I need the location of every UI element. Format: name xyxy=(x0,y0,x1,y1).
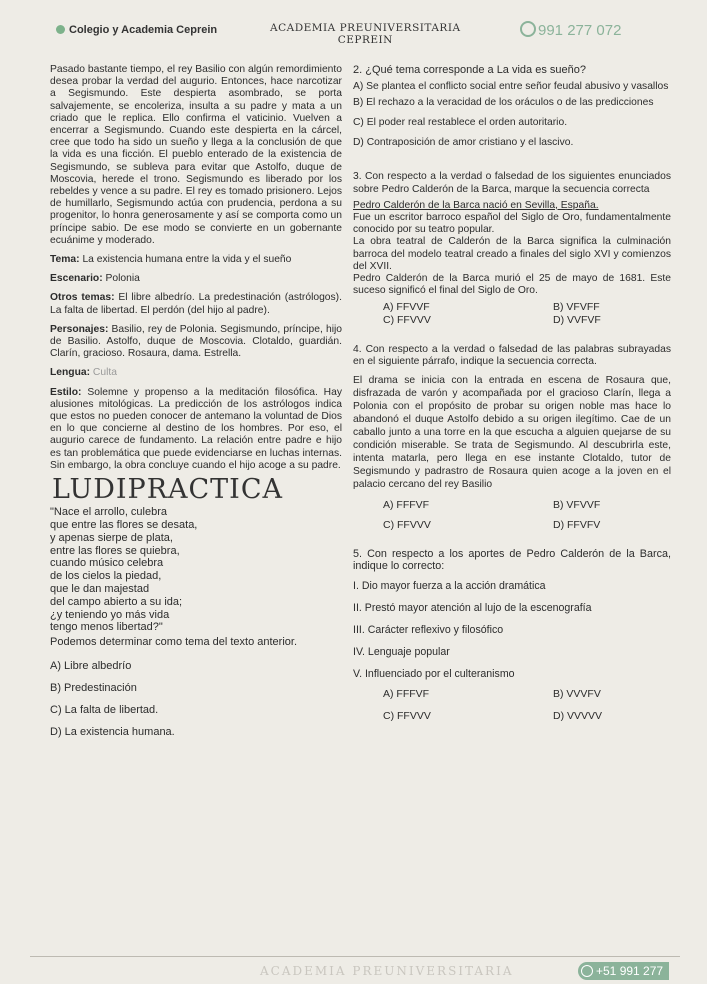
poem-line: entre las flores se quiebra, xyxy=(50,544,180,557)
q5-option-d[interactable]: D) VVVVV xyxy=(553,710,603,723)
q4-option-b[interactable]: B) VFVVF xyxy=(553,499,601,512)
q5-option-c[interactable]: C) FFVVV xyxy=(383,710,431,723)
q1-option-b[interactable]: B) Predestinación xyxy=(50,681,137,694)
q1-option-d[interactable]: D) La existencia humana. xyxy=(50,725,175,738)
q3-option-c[interactable]: C) FFVVV xyxy=(383,313,431,326)
q3-statement-4: Pedro Calderón de la Barca murió el 25 de mayo de 1681. Este suceso significó el final del Siglo de Oro. xyxy=(353,273,671,297)
tema-label: Tema: xyxy=(50,254,80,266)
q3-option-d[interactable]: D) VVFVF xyxy=(553,313,601,326)
q4-option-d[interactable]: D) FFVFV xyxy=(553,519,601,532)
q4-option-a[interactable]: A) FFFVF xyxy=(383,499,430,512)
header-phone xyxy=(520,21,621,39)
poem-line: del campo abierto a su ida; xyxy=(50,595,183,608)
q1-option-c[interactable]: C) La falta de libertad. xyxy=(50,703,159,716)
school-name xyxy=(56,24,217,36)
footer-academy: ACADEMIA PREUNIVERSITARIA xyxy=(260,964,514,978)
q5-item-5: V. Influenciado por el culteranismo xyxy=(353,668,515,681)
otros-label: Otros temas: xyxy=(50,292,115,304)
escenario-label: Escenario: xyxy=(50,273,103,285)
estilo-text: Solemne y propenso a la meditación filosófica. Hay alusiones mitológicas. La predicción de los astrólogos indica que estos no pueden conocer de antemano la voluntad de Dios en lo que concierne al destino de los hombres. Por eso, el augurio carece de fundamento. La relación entre padre e hijo es tan problemática que puede evidenciarse en luchas internas. Sin embargo, la obra concluye cuando el hijo acoge a su padre. xyxy=(50,386,342,471)
academy-title xyxy=(270,22,461,46)
logo-icon xyxy=(56,25,65,34)
estilo-label: Estilo: xyxy=(50,386,82,398)
lengua-text: Culta xyxy=(92,367,117,379)
whatsapp-icon xyxy=(581,965,593,977)
q2-option-c[interactable]: C) El poder real restablece el orden autoritario. xyxy=(353,117,568,128)
q5-item-4: IV. Lenguaje popular xyxy=(353,646,450,659)
q4-stem: 4. Con respecto a la verdad o falsedad de las palabras subrayadas en el siguiente párrafo, indique la secuencia correcta. xyxy=(353,343,671,368)
q5-item-3: III. Carácter reflexivo y filosófico xyxy=(353,624,504,637)
personajes-label: Personajes: xyxy=(50,323,109,335)
q1-option-a[interactable]: A) Libre albedrío xyxy=(50,659,132,672)
right-column xyxy=(353,64,671,722)
poem-line: ¿y teniendo yo más vida xyxy=(50,608,170,621)
tema-text: La existencia humana entre la vida y el sueño xyxy=(82,254,292,266)
poem-line: que entre las flores se desata, xyxy=(50,519,198,532)
q3-statement-1 xyxy=(353,200,671,212)
lengua-line xyxy=(50,367,342,379)
poem-line: cuando músico celebra xyxy=(50,557,164,570)
lengua-label: Lengua: xyxy=(50,367,91,379)
q3-statement-3: La obra teatral de Calderón de la Barca significa la culminación barroca del modelo teatral creado a finales del siglo XVI y comienzos del XVII. xyxy=(353,236,671,272)
q4-options xyxy=(353,499,671,531)
q2-option-a[interactable]: A) Se plantea el conflicto social entre señor feudal abusivo y vasallos xyxy=(353,80,669,92)
q4-paragraph: El drama se inicia con la entrada en escena de Rosaura que, disfrazada de varón y acompañada por el gracioso Clarín, llega a Polonia con el propósito de probar su origen noble mas hace lo abandonó el duque Astolfo debido a su origen ilegítimo. Cae de un caballo junto a una torre en la que escucha a alguien quejarse de su condición miserable. Se trata de Segismundo. Al descubrirla este, intenta matarla, pero llega en ese instante Clotaldo, tutor de Segismundo y padrastro de Rosaura quien acoge a la joven en el palacio cercano del rey Basilio xyxy=(353,375,671,491)
personajes-text: Basilio, rey de Polonia. Segismundo, príncipe, hijo de Basilio. Astolfo, duque de Moscovia. Clotaldo, guardián. Clarín, gracioso. Rosaura, dama. Estrella. xyxy=(50,323,342,360)
footer-divider xyxy=(30,956,680,957)
q3-option-b[interactable]: B) VFVFF xyxy=(553,301,600,314)
left-column xyxy=(50,64,342,743)
escenario-text: Polonia xyxy=(105,273,140,285)
q2-stem: 2. ¿Qué tema corresponde a La vida es sueño? xyxy=(353,64,586,76)
footer-phone xyxy=(578,962,669,980)
tema-line xyxy=(50,254,342,266)
poem-line: tengo menos libertad?" xyxy=(50,621,163,634)
q2-option-d[interactable]: D) Contraposición de amor cristiano y el lascivo. xyxy=(353,137,574,149)
q2-option-b[interactable]: B) El rechazo a la veracidad de los oráculos o de las predicciones xyxy=(353,96,654,108)
page-header xyxy=(0,18,707,54)
poem-line: y apenas sierpe de plata, xyxy=(50,531,173,544)
school-label: Colegio y Academia Ceprein xyxy=(69,24,218,36)
q3-statement-2: Fue un escritor barroco español del Siglo de Oro, fundamentalmente conocido por su teatro popular. xyxy=(353,212,671,236)
q3-option-a[interactable]: A) FFVVF xyxy=(383,301,430,314)
academy-name: ACADEMIA PREUNIVERSITARIA xyxy=(270,22,461,34)
ludipractica-title: LUDIPRACTICA xyxy=(52,474,284,506)
whatsapp-icon xyxy=(520,21,536,37)
page-footer xyxy=(0,946,707,984)
footer-phone-number: +51 991 277 xyxy=(596,964,664,978)
q5-options xyxy=(353,688,671,722)
q5-option-a[interactable]: A) FFFVF xyxy=(383,688,430,701)
q5-stem: 5. Con respecto a los aportes de Pedro Calderón de la Barca, indique lo correcto: xyxy=(353,547,671,572)
poem-line: de los cielos la piedad, xyxy=(50,570,162,583)
escenario-line xyxy=(50,273,342,285)
q3-options xyxy=(353,301,671,325)
poem-line: "Nace el arrollo, culebra xyxy=(50,506,168,519)
q5-item-1: I. Dio mayor fuerza a la acción dramática xyxy=(353,580,546,593)
academy-short: CEPREIN xyxy=(337,34,393,46)
q4-option-c[interactable]: C) FFVVV xyxy=(383,519,431,532)
phone-number: 991 277 072 xyxy=(538,22,622,39)
otros-temas-line xyxy=(50,292,342,316)
poem-line: que le dan majestad xyxy=(50,583,150,596)
q3-statement-1-text: Pedro Calderón de la Barca nació en Sevilla, España. xyxy=(353,199,599,211)
poem-block xyxy=(50,506,342,634)
q3-stem: 3. Con respecto a la verdad o falsedad de los siguientes enunciados sobre Pedro Calderón de la Barca, marque la secuencia correcta xyxy=(353,171,671,195)
otros-text: El libre albedrío. La predestinación (astrólogos). La falta de libertad. El perdón (del hijo al padre). xyxy=(50,292,342,316)
q5-item-2: II. Prestó mayor atención al lujo de la escenografía xyxy=(353,602,592,615)
summary-paragraph: Pasado bastante tiempo, el rey Basilio con algún remordimiento desea probar la verdad del augurio. Entonces, hace narcotizar a Segismundo. Este despierta asombrado, se porta salvajemente, se encoleriza, insulta a su padre y mata a un criado que le replica. Ello confirma el vaticinio. Vuelven a encerrar a Segismundo. Cuando este despierta en la cárcel, cree que todo ha sido un sueño y llega a la conclusión de que la vida es una ficción. El pueblo enterado de la existencia de Segismundo, se subleva para evitar que Astolfo, duque de Moscovia, herede el trono. Segismundo es liberado por los rebeldes y vence a su padre. El rey es tomado prisionero. Lejos de humillarlo, Segismundo actúa con prudencia, perdona a su progenitor, lo honra generosamente y así se comporta como un príncipe sabio. De ese modo se convierte en un gobernante ecuánime y moderado. xyxy=(50,64,342,246)
estilo-line xyxy=(50,387,342,472)
q1-stem: Podemos determinar como tema del texto anterior. xyxy=(50,636,298,649)
personajes-line xyxy=(50,324,342,361)
q5-option-b[interactable]: B) VVVFV xyxy=(553,688,601,701)
